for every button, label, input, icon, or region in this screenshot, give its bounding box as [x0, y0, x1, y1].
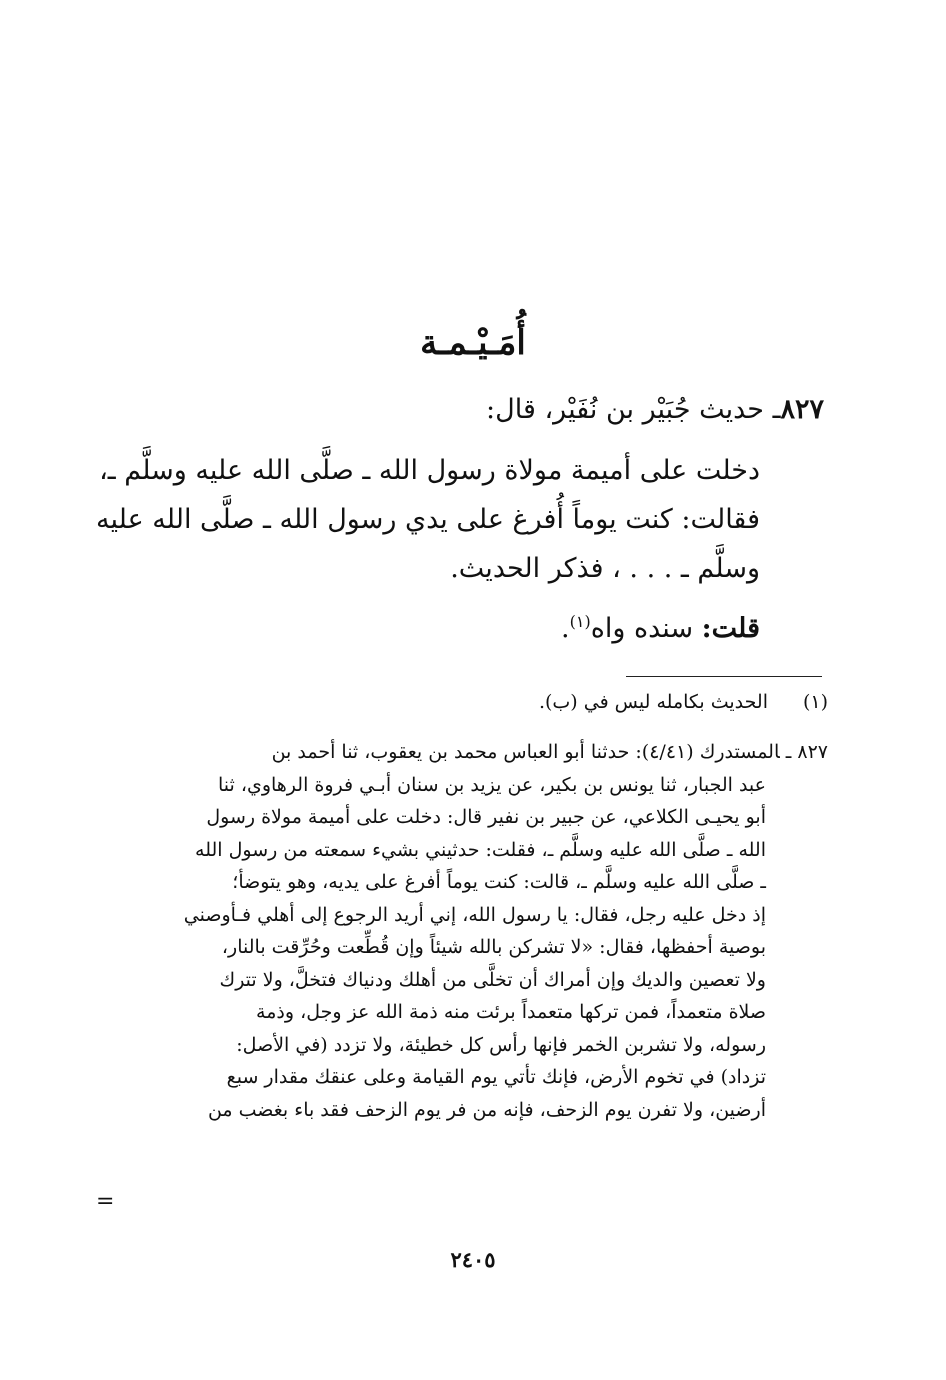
hadith-heading-text: ـ حديث جُبَيْر بن نُفَيْر، قال: [486, 394, 781, 425]
footnote-divider [626, 676, 822, 677]
chapter-title: أُمَـيْـمـة [420, 323, 526, 363]
commentary-line: عبد الجبار، ثنا يونس بن بكير، عن يزيد بن سنان أبـي فروة الرهاوي، ثنا [217, 773, 766, 796]
commentary-line: ولا تعصين والديك وإن أمراك أن تخلَّى من أهلك ودنياك فتخلَّ، ولا تترك [219, 968, 766, 991]
commentary-line: بوصية أحفظها، فقال: «لا تشركن بالله شيئاً وإن قُطِّعت وحُرِّقت بالنار، [221, 936, 766, 958]
hadith-line: وسلَّم ـ . . . ، فذكر الحديث. [450, 553, 760, 584]
author-note-text: سنده واه [590, 613, 694, 644]
author-note-end: . [561, 613, 570, 644]
footnote-reference: (١) [569, 612, 591, 631]
hadith-number: ٨٢٧ [780, 394, 824, 425]
author-note [130, 598, 760, 653]
hadith-heading [124, 386, 824, 434]
commentary-line: تزداد) في تخوم الأرض، فإنك تأتي يوم القيامة وعلى عنقك مقدار سبع [226, 1066, 766, 1088]
commentary-line: رسوله، ولا تشربن الخمر فإنها رأس كل خطيئة، ولا تزدد (في الأصل: [236, 1033, 766, 1056]
commentary-line: صلاة متعمداً، فمن تركها متعمداً برئت منه ذمة الله عز وجل، وذمة [256, 1001, 766, 1023]
author-note-label: قلت: [701, 613, 760, 644]
commentary-line-text: المستدرك (٤/٤١): حدثنا أبو العباس محمد بن يعقوب، ثنا أحمد بن [271, 741, 780, 763]
continuation-mark: = [96, 1189, 115, 1214]
hadith-text [96, 446, 760, 593]
hadith-line: دخلت على أميمة مولاة رسول الله ـ صلَّى الله عليه وسلَّم ـ، [99, 455, 760, 486]
footnote-number: (١) [802, 691, 828, 713]
commentary-line: أرضين، ولا تفرن يوم الزحف، فإنه من فر يوم الزحف فقد باء بغضب من [207, 1098, 766, 1121]
commentary-line: إذ دخل عليه رجل، فقال: يا رسول الله، إني أريد الرجوع إلى أهلي فـأوصني [183, 903, 766, 926]
commentary-line [128, 736, 828, 769]
commentary-line: الله ـ صلَّى الله عليه وسلَّم ـ، فقلت: حدثيني بشيء سمعته من رسول الله [195, 838, 766, 861]
commentary-line: ـ صلَّى الله عليه وسلَّم ـ، قالت: كنت يوماً أفرغ على يديه، وهو يتوضأ؛ [232, 871, 766, 893]
hadith-line: فقالت: كنت يوماً أُفرغ على يدي رسول الله ـ صلَّى الله عليه [96, 504, 760, 535]
commentary-line: أبو يحيـى الكلاعي، عن جبير بن نفير قال: دخلت على أميمة مولاة رسول [206, 806, 766, 828]
commentary-number: ٨٢٧ ـ [785, 741, 828, 763]
commentary-note [128, 736, 828, 1126]
footnote [128, 682, 828, 722]
footnote-text: الحديث بكامله ليس في (ب). [538, 691, 768, 713]
page-number: ٢٤٠٥ [450, 1247, 496, 1272]
